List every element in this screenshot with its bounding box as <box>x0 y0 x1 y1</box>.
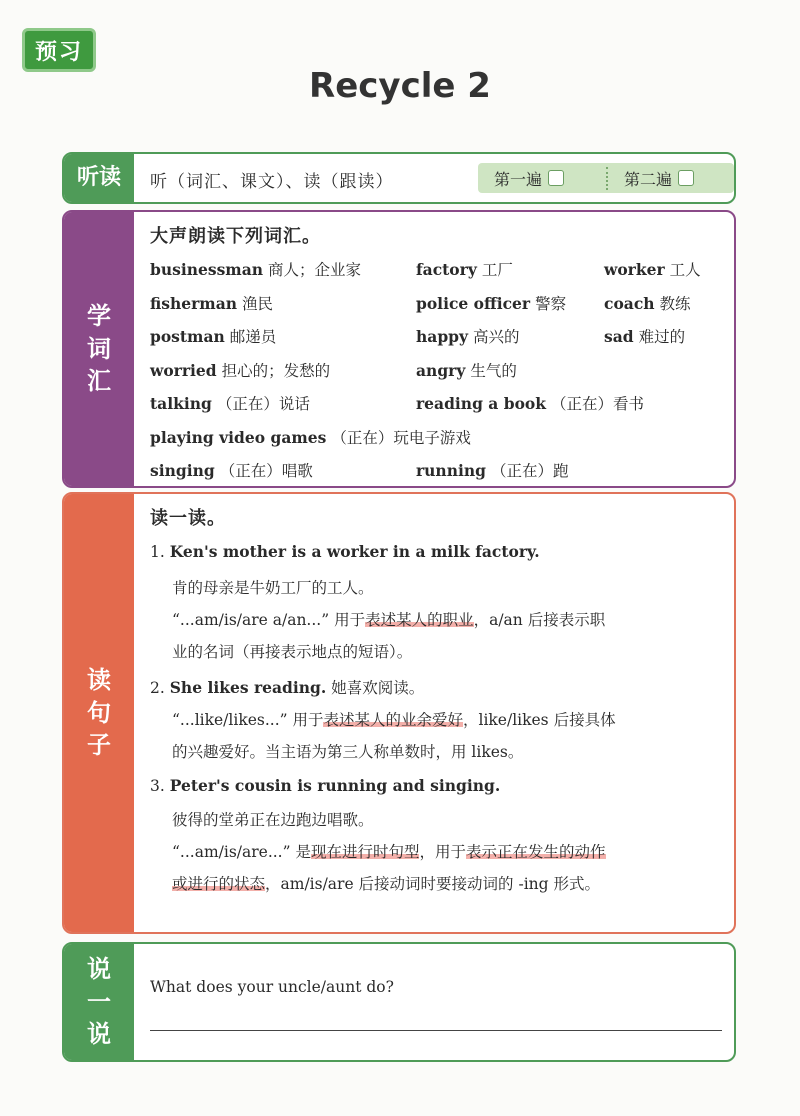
vocab-chinese: 教练 <box>659 294 691 313</box>
sentences-card <box>62 492 736 934</box>
speak-question: What does your uncle/aunt do? <box>150 978 394 996</box>
answer-line[interactable] <box>150 1030 722 1031</box>
note-highlight: 表述某人的业余爱好 <box>323 711 463 729</box>
vocab-item <box>416 292 566 314</box>
sentence-2-note-cont: 的兴趣爱好。当主语为第三人称单数时，用 likes。 <box>172 743 524 761</box>
vocab-english: police officer <box>416 293 531 313</box>
listen-instructions: 听（词汇、课文）、读（跟读） <box>150 172 394 192</box>
sentence-2-note <box>172 708 616 730</box>
page-title: Recycle 2 <box>309 66 491 106</box>
note-text: ，用于 <box>419 843 466 861</box>
vocab-item <box>150 325 276 347</box>
sentence-translation: 她喜欢阅读。 <box>331 679 425 697</box>
sentence-1-note-cont: 业的名词（再接表示地点的短语）。 <box>172 643 413 661</box>
listen-read-tab: 听读 <box>64 154 134 202</box>
vocab-english: singing <box>150 461 215 480</box>
vocabulary-card <box>62 210 736 488</box>
vocab-english: angry <box>416 360 466 380</box>
vocab-row <box>150 258 720 282</box>
vocab-english: fisherman <box>150 293 238 313</box>
vocab-item <box>150 392 310 414</box>
note-highlight: 表示正在发生的动作 <box>466 843 606 861</box>
vocab-item <box>150 258 361 280</box>
sentence-english: Peter's cousin is running and singing. <box>169 776 501 795</box>
speak-tab-char: 一 <box>87 987 111 1016</box>
vocab-chinese: （正在）看书 <box>551 395 645 413</box>
note-text: ，a/an 后接表示职 <box>473 611 606 629</box>
listen-read-card <box>62 152 736 204</box>
vocab-item <box>604 292 691 314</box>
sentence-number: 3. <box>150 777 165 795</box>
vocab-english: playing video games <box>150 427 327 447</box>
vocab-row <box>150 459 720 483</box>
note-highlight: 现在进行时句型 <box>310 843 420 861</box>
vocab-item <box>416 258 513 280</box>
vocab-chinese: 商人；企业家 <box>268 261 362 279</box>
note-text: “...like/likes...” 用于 <box>172 711 324 729</box>
sentence-1-translation: 肯的母亲是牛奶工厂的工人。 <box>172 579 374 597</box>
speak-tab-char: 说 <box>87 1020 111 1049</box>
vocab-chinese: 警察 <box>535 294 567 313</box>
sentence-3-note-cont <box>172 872 600 894</box>
note-text: “...am/is/are a/an...” 用于 <box>172 611 366 629</box>
vocab-english: factory <box>416 260 477 279</box>
vocab-english: sad <box>604 327 634 346</box>
vocab-item <box>416 325 520 347</box>
vocab-english: worried <box>150 360 217 380</box>
sentence-3 <box>150 776 500 795</box>
first-pass <box>478 167 606 190</box>
sentences-tab-char: 子 <box>87 731 111 760</box>
second-pass-checkbox[interactable] <box>678 170 694 186</box>
vocab-chinese: 生气的 <box>470 361 517 380</box>
vocab-tab-char: 学 <box>87 302 111 331</box>
vocab-chinese: （正在）玩电子游戏 <box>331 428 471 447</box>
vocab-row <box>150 392 720 416</box>
sentences-tab-char: 读 <box>87 666 111 695</box>
vocab-chinese: 渔民 <box>242 294 274 313</box>
vocab-chinese: （正在）说话 <box>216 395 310 413</box>
vocab-chinese: 难过的 <box>638 328 686 346</box>
vocab-row <box>150 426 720 450</box>
second-pass <box>606 167 734 190</box>
note-highlight: 或进行的状态 <box>172 875 266 893</box>
sentence-3-translation: 彼得的堂弟正在边跑边唱歌。 <box>172 811 374 829</box>
pass-checklist <box>478 163 734 193</box>
note-text: ，like/likes 后接具体 <box>463 711 616 729</box>
vocab-heading: 大声朗读下列词汇。 <box>150 226 321 247</box>
vocab-item <box>416 459 569 481</box>
sentence-3-note <box>172 840 606 862</box>
preview-badge: 预习 <box>22 28 96 72</box>
vocab-item <box>150 359 330 381</box>
sentences-heading: 读一读。 <box>150 508 226 529</box>
vocab-chinese: （正在）唱歌 <box>219 462 313 480</box>
first-pass-label: 第一遍 <box>494 169 543 189</box>
vocab-row <box>150 325 720 349</box>
vocab-row <box>150 292 720 316</box>
first-pass-checkbox[interactable] <box>548 170 564 186</box>
vocab-item <box>150 292 273 314</box>
vocab-chinese: （正在）跑 <box>490 462 569 480</box>
vocab-chinese: 邮递员 <box>229 328 277 346</box>
sentence-1-note <box>172 608 605 630</box>
sentence-number: 1. <box>150 543 165 561</box>
vocab-chinese: 工厂 <box>481 261 513 279</box>
speak-card <box>62 942 736 1062</box>
sentence-english: Ken's mother is a worker in a milk factory. <box>169 542 540 561</box>
vocab-chinese: 工人 <box>669 261 701 279</box>
second-pass-label: 第二遍 <box>624 169 673 189</box>
vocab-item <box>150 426 471 448</box>
vocabulary-tab <box>64 212 134 486</box>
note-text: “...am/is/are...” 是 <box>172 843 311 861</box>
sentence-number: 2. <box>150 679 165 697</box>
vocab-item <box>604 325 685 347</box>
speak-tab <box>64 944 134 1060</box>
vocab-chinese: 担心的；发愁的 <box>221 361 331 380</box>
vocab-chinese: 高兴的 <box>473 328 520 346</box>
vocab-english: coach <box>604 293 655 313</box>
vocab-english: happy <box>416 327 468 346</box>
vocab-item <box>604 258 701 280</box>
vocab-english: businessman <box>150 260 264 279</box>
vocab-tab-char: 词 <box>87 334 111 363</box>
note-highlight: 表述某人的职业 <box>365 611 474 629</box>
note-text: ，am/is/are 后接动词时要接动词的 -ing 形式。 <box>265 875 601 893</box>
vocab-item <box>416 359 517 381</box>
sentences-tab-char: 句 <box>87 698 111 727</box>
vocab-english: postman <box>150 327 225 346</box>
sentence-1 <box>150 542 540 561</box>
vocab-english: running <box>416 461 486 480</box>
vocab-english: worker <box>604 260 665 279</box>
speak-tab-char: 说 <box>87 955 111 984</box>
vocab-item <box>150 459 313 481</box>
vocab-english: reading a book <box>416 394 546 413</box>
vocab-english: talking <box>150 394 212 413</box>
vocab-item <box>416 392 644 414</box>
vocab-row <box>150 359 720 383</box>
vocab-tab-char: 汇 <box>87 367 111 396</box>
sentences-tab <box>64 494 134 932</box>
sentence-2 <box>150 676 424 698</box>
sentence-english: She likes reading. <box>169 678 327 697</box>
